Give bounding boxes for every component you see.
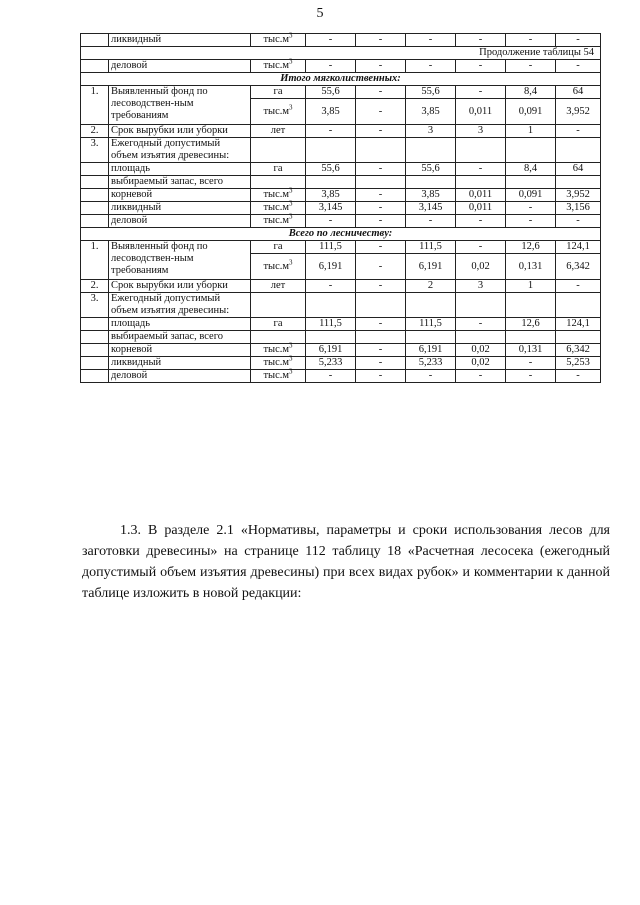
unit-cell: $тыс.м^3$ [251,370,306,383]
value-cell: 3,952 [556,189,601,202]
unit-cell: $тыс.м^3$ [251,357,306,370]
row-label: ликвидный [109,202,251,215]
value-cell: 55,6 [306,163,356,176]
value-cell: - [406,215,456,228]
paragraph-text: 1.3. В разделе 2.1 «Нормативы, параметры и сроки использования лесов для заготовки древесины» на странице 112 таблицу 18 «Расчетная лесосека (ежегодный допустимый объем изъятия древесины) при всех видах рубок» и комментарии к данной таблице изложить в новой редакции: [82,523,610,601]
unit-cell: га [251,241,306,254]
unit-cell: $тыс.м^3$ [251,34,306,47]
unit-cell: $тыс.м^3$ [251,99,306,125]
value-cell: - [356,370,406,383]
unit-cell: $тыс.м^3$ [251,344,306,357]
value-cell: - [356,60,406,73]
value-cell: - [556,60,601,73]
value-cell: 3 [406,125,456,138]
value-cell: - [356,163,406,176]
row-label: Ежегодный допустимый объем изъятия древесины: [109,293,251,318]
value-cell: - [356,357,406,370]
value-cell: - [456,318,506,331]
table-row [81,176,601,189]
value-cell: - [456,163,506,176]
continuation-label: Продолжение таблицы 54 [81,47,601,60]
value-cell: 6,191 [406,344,456,357]
value-cell: 0,011 [456,202,506,215]
value-cell: - [456,34,506,47]
value-cell: - [356,215,406,228]
value-cell: - [306,370,356,383]
table-row [81,241,601,254]
value-cell: - [506,215,556,228]
value-cell: 3,952 [556,99,601,125]
row-number: 1. [81,86,109,125]
value-cell: - [556,34,601,47]
row-label: деловой [109,215,251,228]
table-row [81,344,601,357]
value-cell: - [506,357,556,370]
table-row [81,34,601,47]
value-cell: 111,5 [406,241,456,254]
value-cell: - [556,125,601,138]
unit-cell: га [251,86,306,99]
value-cell: 5,253 [556,357,601,370]
value-cell: - [506,370,556,383]
value-cell: 5,233 [306,357,356,370]
row-number: 3. [81,138,109,163]
row-label: корневой [109,344,251,357]
value-cell: - [456,241,506,254]
value-cell: 3 [456,280,506,293]
value-cell: 0,131 [506,344,556,357]
value-cell: 0,091 [506,99,556,125]
value-cell: 12,6 [506,318,556,331]
unit-cell: га [251,163,306,176]
row-number: 3. [81,293,109,318]
value-cell: 3,156 [556,202,601,215]
value-cell: 3,145 [306,202,356,215]
value-cell: 5,233 [406,357,456,370]
value-cell: - [506,202,556,215]
section-header [81,228,601,241]
table-row [81,280,601,293]
value-cell: - [456,60,506,73]
value-cell: 0,011 [456,99,506,125]
value-cell: - [456,370,506,383]
table-row [81,370,601,383]
row-label: Выявленный фонд по лесоводствен-ным требованиям [109,86,251,125]
value-cell: - [556,370,601,383]
value-cell: 1 [506,280,556,293]
unit-cell: га [251,318,306,331]
table-row [81,331,601,344]
unit-cell: лет [251,280,306,293]
value-cell: 64 [556,163,601,176]
page-number: 5 [316,6,324,21]
value-cell: - [456,215,506,228]
value-cell: - [306,34,356,47]
value-cell: 111,5 [306,318,356,331]
row-label: Ежегодный допустимый объем изъятия древесины: [109,138,251,163]
table-row [81,202,601,215]
table-row [81,125,601,138]
value-cell: 55,6 [306,86,356,99]
section-header [81,73,601,86]
unit-cell: $тыс.м^3$ [251,202,306,215]
table-row [81,189,601,202]
value-cell: 12,6 [506,241,556,254]
value-cell: - [356,241,406,254]
unit-cell: лет [251,125,306,138]
row-label: площадь [109,318,251,331]
value-cell: 124,1 [556,318,601,331]
row-label: ликвидный [109,357,251,370]
row-label: корневой [109,189,251,202]
value-cell: 6,342 [556,344,601,357]
table-row [81,357,601,370]
value-cell: - [356,280,406,293]
value-cell: - [406,34,456,47]
value-cell: 3,145 [406,202,456,215]
value-cell: 8,4 [506,163,556,176]
value-cell: 0,02 [456,357,506,370]
unit-cell: $тыс.м^3$ [251,215,306,228]
table-row [81,293,601,318]
table-row [81,215,601,228]
section-title: Итого мягколиственных: [81,73,601,86]
value-cell: 6,191 [306,254,356,280]
row-label: Выявленный фонд по лесоводствен-ным требованиям [109,241,251,280]
value-cell: - [506,34,556,47]
unit-cell: $тыс.м^3$ [251,60,306,73]
row-label: ликвидный [109,34,251,47]
value-cell: 3,85 [406,99,456,125]
value-cell: - [356,34,406,47]
value-cell: - [406,370,456,383]
value-cell: 55,6 [406,163,456,176]
value-cell: 3,85 [306,99,356,125]
value-cell: 3,85 [406,189,456,202]
value-cell: 2 [406,280,456,293]
table-row [81,318,601,331]
value-cell: 0,091 [506,189,556,202]
value-cell: - [306,60,356,73]
value-cell: - [406,60,456,73]
value-cell: - [506,60,556,73]
value-cell: 8,4 [506,86,556,99]
value-cell: 55,6 [406,86,456,99]
table-row [81,86,601,99]
forest-table [80,33,601,383]
value-cell: 124,1 [556,241,601,254]
value-cell: - [356,86,406,99]
row-label: площадь [109,163,251,176]
value-cell: - [356,202,406,215]
value-cell: 3,85 [306,189,356,202]
value-cell: - [356,99,406,125]
value-cell: 6,191 [406,254,456,280]
row-number: 1. [81,241,109,280]
value-cell: - [356,254,406,280]
value-cell: 6,191 [306,344,356,357]
row-label: Срок вырубки или уборки [109,125,251,138]
section-title: Всего по лесничеству: [81,228,601,241]
row-label: Срок вырубки или уборки [109,280,251,293]
value-cell: 1 [506,125,556,138]
row-label: выбираемый запас, всего [109,176,251,189]
value-cell: 64 [556,86,601,99]
value-cell: - [356,125,406,138]
row-label: деловой [109,60,251,73]
value-cell: - [306,215,356,228]
unit-cell: $тыс.м^3$ [251,254,306,280]
value-cell: 0,131 [506,254,556,280]
table-row [81,60,601,73]
row-label: выбираемый запас, всего [109,331,251,344]
value-cell: - [556,280,601,293]
table-row [81,163,601,176]
row-number: 2. [81,280,109,293]
value-cell: - [356,344,406,357]
value-cell: - [306,280,356,293]
table-row [81,138,601,163]
value-cell: - [456,86,506,99]
value-cell: - [356,189,406,202]
value-cell: 111,5 [306,241,356,254]
value-cell: 0,011 [456,189,506,202]
value-cell: 3 [456,125,506,138]
value-cell: 6,342 [556,254,601,280]
value-cell: 0,02 [456,254,506,280]
unit-cell: $тыс.м^3$ [251,189,306,202]
value-cell: 111,5 [406,318,456,331]
value-cell: - [356,318,406,331]
row-label: деловой [109,370,251,383]
value-cell: - [306,125,356,138]
table-row [81,47,601,60]
value-cell: 0,02 [456,344,506,357]
value-cell: - [556,215,601,228]
row-number: 2. [81,125,109,138]
